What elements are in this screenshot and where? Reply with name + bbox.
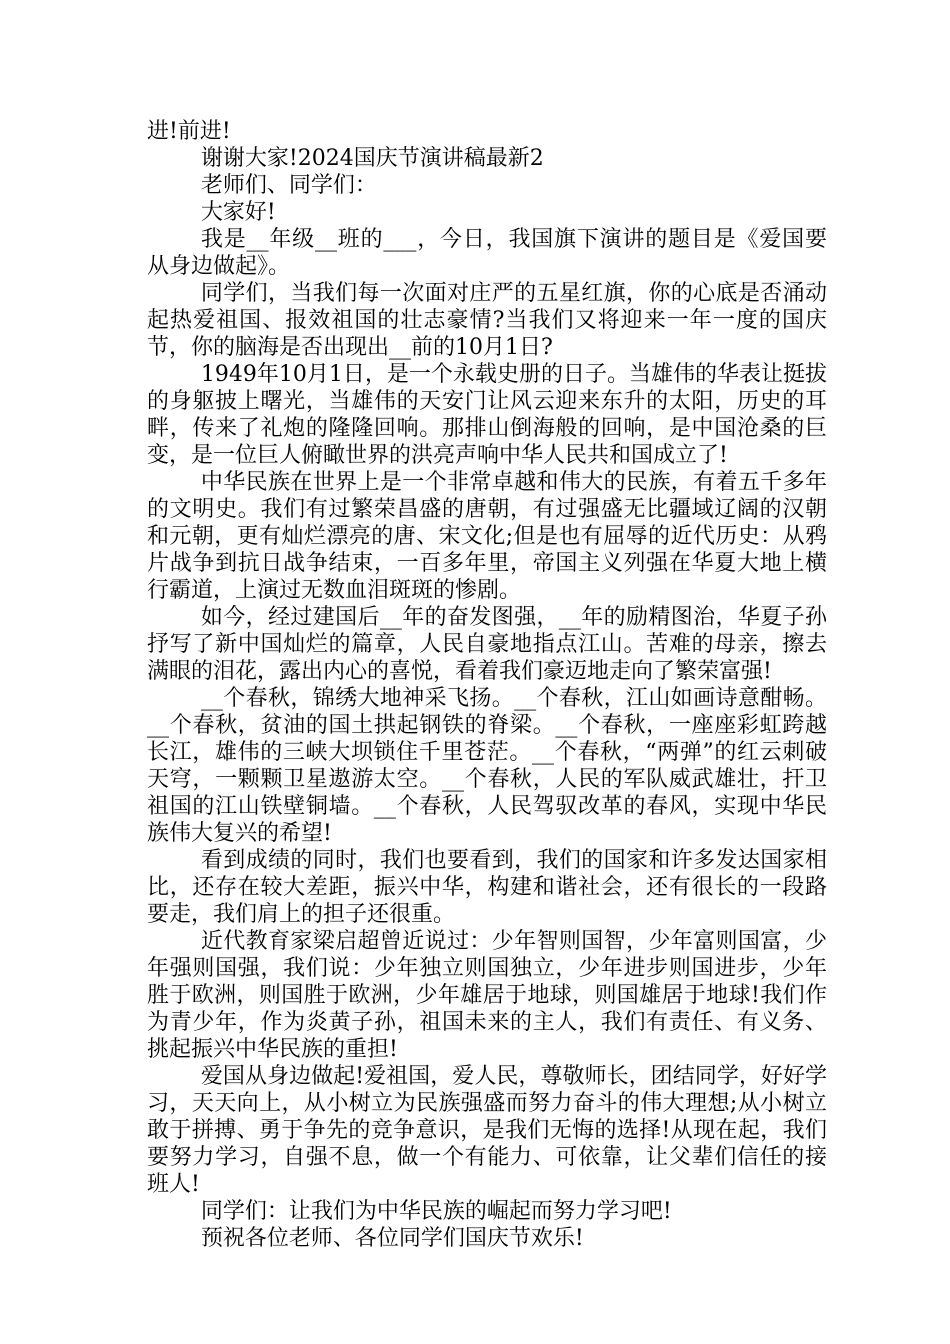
paragraph: 爱国从身边做起!爱祖国，爱人民，尊敬师长，团结同学，好好学习，天天向上，从小树立为民族强盛而努力奋斗的伟大理想;从小树立敢于拼搏、勇于争先的竞争意识，是我们无悔的选择!从现在起，我们要努力学习，自强不息，做一个有能力、可依靠，让父辈们信任的接班人! (147, 1064, 827, 1197)
greeting: 大家好! (200, 200, 276, 225)
paragraph: __个春秋，锦绣大地神采飞扬。__个春秋，江山如画诗意酣畅。__个春秋，贫油的国土拱起钢铁的脊梁。__个春秋，一座座彩虹跨越长江，雄伟的三峡大坝锁住千里苍茫。__个春秋，“两弹”的红云刺破天穹，一颗颗卫星遨游太空。__个春秋，人民的军队威武雄壮，扞卫祖国的江山铁壁铜墙。__个春秋，人民驾驭改革的春风，实现中华民族伟大复兴的希望! (147, 686, 827, 846)
paragraph: 1949年10月1日，是一个永载史册的日子。当雄伟的华表让挺拔的身躯披上曙光，当雄伟的天安门让风云迎来东升的太阳，历史的耳畔，传来了礼炮的隆隆回响。那排山倒海般的回响，是中国沧桑的巨变，是一位巨人俯瞰世界的洪亮声响中华人民共和国成立了! (147, 362, 827, 468)
document-body (147, 118, 827, 1252)
paragraph-intro: 我是__年级__班的___，今日，我国旗下演讲的题目是《爱国要从身边做起》。 (147, 227, 827, 279)
paragraph: 同学们，当我们每一次面对庄严的五星红旗，你的心底是否涌动起热爱祖国、报效祖国的壮志豪情?当我们又将迎来一年一度的国庆节，你的脑海是否出现出__前的10月1日? (147, 281, 827, 360)
paragraph-call-to-action: 同学们：让我们为中华民族的崛起而努力学习吧! (200, 1199, 672, 1224)
paragraph: 看到成绩的同时，我们也要看到，我们的国家和许多发达国家相比，还存在较大差距，振兴中华，构建和谐社会，还有很长的一段路要走，我们肩上的担子还很重。 (147, 848, 827, 927)
speech-title: 谢谢大家!2024国庆节演讲稿最新2 (200, 146, 544, 171)
paragraph-closing-wish: 预祝各位老师、各位同学们国庆节欢乐! (200, 1226, 584, 1251)
salutation: 老师们、同学们： (200, 173, 377, 198)
paragraph: 如今，经过建国后__年的奋发图强，__年的励精图治，华夏子孙抒写了新中国灿烂的篇章，人民自豪地指点江山。苦难的母亲，擦去满眼的泪花，露出内心的喜悦，看着我们豪迈地走向了繁荣富强! (147, 605, 827, 684)
paragraph: 中华民族在世界上是一个非常卓越和伟大的民族，有着五千多年的文明史。我们有过繁荣昌盛的唐朝，有过强盛无比疆域辽阔的汉朝和元朝，更有灿烂漂亮的唐、宋文化;但是也有屈辱的近代历史：从鸦片战争到抗日战争结束，一百多年里，帝国主义列强在华夏大地上横行霸道，上演过无数血泪斑斑的惨剧。 (147, 470, 827, 603)
paragraph-closing-fragment: 进!前进! (147, 119, 231, 144)
paragraph: 近代教育家梁启超曾近说过：少年智则国智，少年富则国富，少年强则国强，我们说：少年独立则国独立，少年进步则国进步，少年胜于欧洲，则国胜于欧洲，少年雄居于地球，则国雄居于地球!我们作为青少年，作为炎黄子孙，祖国未来的主人，我们有责任、有义务、挑起振兴中华民族的重担! (147, 929, 827, 1062)
